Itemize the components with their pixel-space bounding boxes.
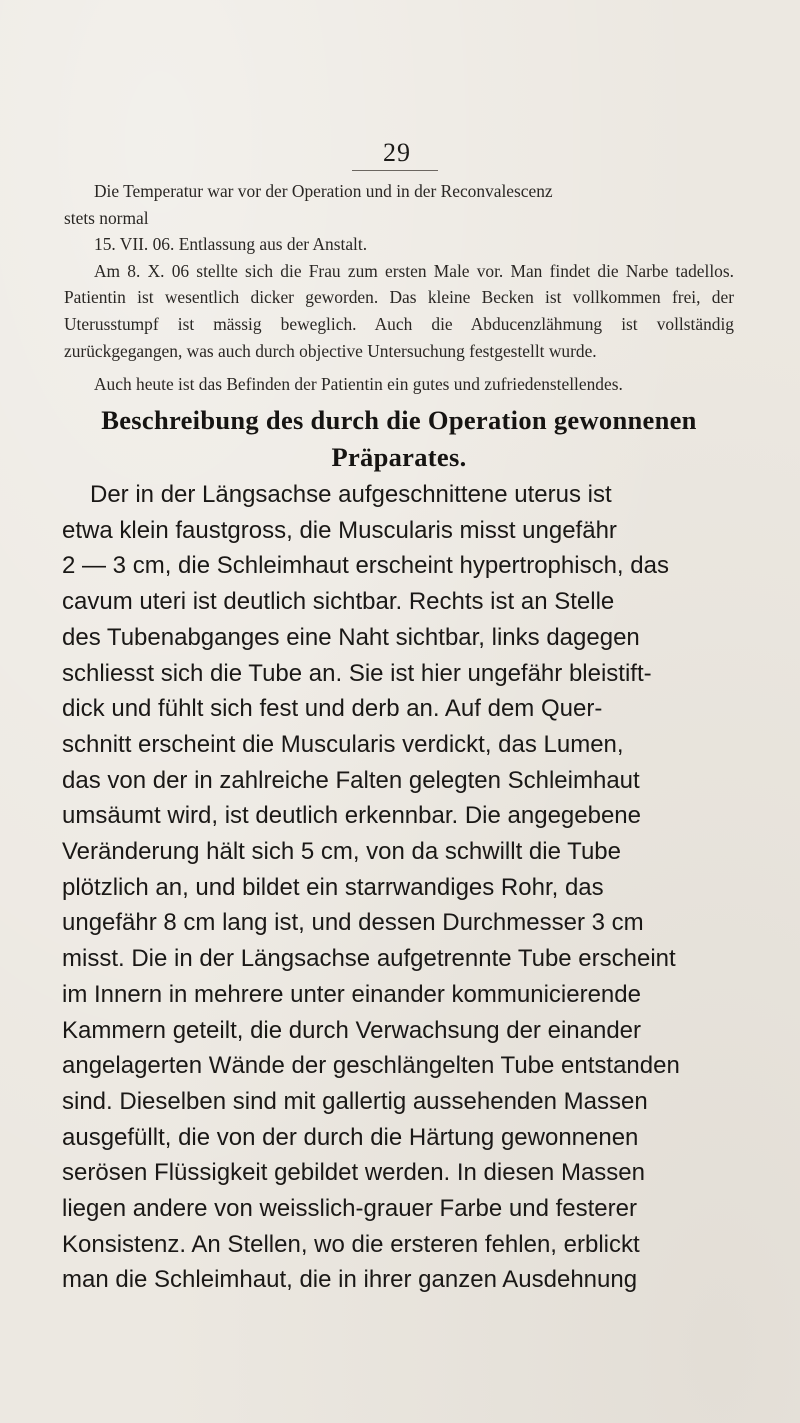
text-line: dick und fühlt sich fest und derb an. Auf dem Quer- [62,695,603,723]
text-line: sind. Dieselben sind mit gallertig aussehenden Massen [62,1087,648,1115]
text-line: serösen Flüssigkeit gebildet werden. In diesen Massen [62,1159,645,1187]
text-line: Konsistenz. An Stellen, wo die ersteren fehlen, erblickt [62,1230,640,1258]
page-number: 29 [383,138,411,167]
text-line: cavum uteri ist deutlich sichtbar. Rechts ist an Stelle [62,588,615,616]
note-temperature: Die Temperatur war vor der Operation und in der Reconvalescenz [94,181,553,201]
text-line: angelagerten Wände der geschlängelten Tube entstanden [62,1052,680,1080]
text-line: schliesst sich die Tube an. Sie ist hier ungefähr bleistift- [62,659,652,687]
section-heading [64,402,734,476]
page-number-underline [352,170,438,171]
text-line: das von der in zahlreiche Falten gelegten Schleimhaut [62,766,640,794]
text-line: liegen andere von weisslich-grauer Farbe und festerer [62,1195,637,1223]
specimen-description [62,477,738,1298]
text-line: ungefähr 8 cm lang ist, und dessen Durchmesser 3 cm [62,909,644,937]
text-line: etwa klein faustgross, die Muscularis misst ungefähr [62,516,617,544]
text-line: 2 — 3 cm, die Schleimhaut erscheint hypertrophisch, das [62,552,669,580]
note-followup: Am 8. X. 06 stellte sich die Frau zum ersten Male vor. Man findet die Narbe tadellos. Patientin ist wesentlich dicker geworden. Das kleine Becken ist vollkommen frei, der Uterusstumpf ist mässig beweglich. Auch die Abducenzlähmung ist vollständig zurückgegangen, was auch durch objective Untersuchung festgestellt wurde. [64,260,734,361]
text-line: ausgefüllt, die von der durch die Härtung gewonnenen [62,1123,639,1151]
text-line: umsäumt wird, ist deutlich erkennbar. Die angegebene [62,802,641,830]
section-heading-line-1: Beschreibung des durch die Operation gewonnenen [101,405,697,435]
note-discharge: 15. VII. 06. Entlassung aus der Anstalt. [94,234,368,255]
note-temperature-continued: stets normal [64,207,149,228]
note-current-condition: Auch heute ist das Befinden der Patientin ein gutes und zufriedenstellendes. [94,374,623,395]
section-heading-line-2: Präparates. [331,442,467,472]
text-line: Der in der Längsachse aufgeschnittene uterus ist [90,481,612,508]
text-line: im Innern in mehrere unter einander kommunicierende [62,980,641,1008]
text-line: plötzlich an, und bildet ein starrwandiges Rohr, das [62,873,604,901]
text-line: Veränderung hält sich 5 cm, von da schwillt die Tube [62,838,621,866]
text-line: misst. Die in der Längsachse aufgetrennte Tube erscheint [62,945,676,973]
text-line: Kammern geteilt, die durch Verwachsung der einander [62,1016,641,1044]
case-notes [64,178,734,398]
text-line: man die Schleimhaut, die in ihrer ganzen Ausdehnung [62,1266,638,1294]
text-line: schnitt erscheint die Muscularis verdickt, das Lumen, [62,730,624,758]
text-line: des Tubenabganges eine Naht sichtbar, links dagegen [62,623,640,651]
